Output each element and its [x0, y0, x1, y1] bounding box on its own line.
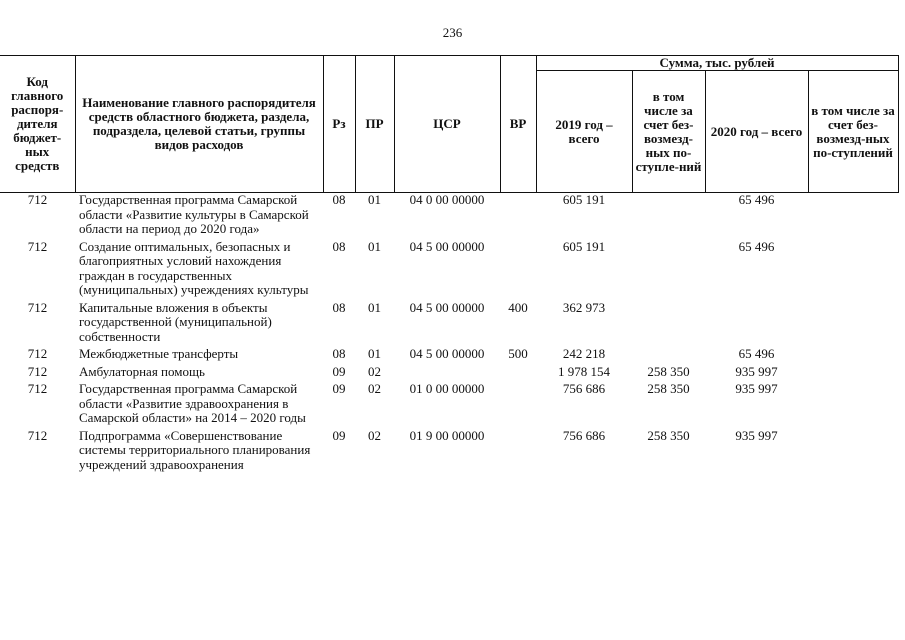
cell-pr: 02	[368, 427, 381, 443]
cell-2019-gratuitous: 258 350	[647, 381, 690, 396]
cell-vr	[500, 365, 536, 383]
cell-csr: 04 5 00 00000	[409, 238, 485, 254]
cell-2020-gratuitous	[808, 382, 898, 429]
cell-pr: 01	[368, 192, 381, 207]
cell-2020-gratuitous	[808, 193, 898, 240]
table-row	[0, 365, 898, 383]
cell-pr: 01	[368, 346, 381, 361]
cell-csr	[394, 365, 500, 383]
cell-pr: 01	[368, 299, 381, 315]
header-csr: ЦСР	[394, 56, 500, 193]
cell-2019-gratuitous	[632, 193, 705, 240]
table-row	[0, 193, 898, 240]
page-number: 236	[442, 25, 463, 40]
header-2019-total: 2019 год – всего	[536, 71, 632, 193]
cell-2020-total	[705, 301, 808, 348]
cell-rz: 09	[332, 381, 346, 396]
cell-rz: 09	[332, 363, 346, 379]
cell-rz: 08	[332, 192, 346, 207]
cell-name: Государственная программа Самарской области «Развитие здравоохранения в Самарской области» на 2014 – 2020 годы	[79, 381, 306, 425]
cell-2020-total: 65 496	[738, 238, 775, 254]
cell-vr	[500, 240, 536, 301]
table-row	[0, 240, 898, 301]
header-sum-group: Сумма, тыс. рублей	[536, 56, 898, 71]
table-row	[0, 429, 898, 476]
cell-2020-total: 65 496	[738, 192, 775, 207]
cell-csr: 04 5 00 00000	[409, 299, 485, 315]
cell-2019-total: 1 978 154	[558, 363, 610, 379]
table-header	[0, 56, 898, 193]
cell-rz: 09	[332, 427, 346, 443]
table-row	[0, 347, 898, 365]
cell-2019-total: 605 191	[562, 192, 606, 207]
cell-2020-gratuitous	[808, 347, 898, 365]
cell-vr	[500, 429, 536, 476]
cell-code: 712	[27, 427, 48, 443]
cell-2019-total: 756 686	[562, 427, 606, 443]
cell-name: Государственная программа Самарской области «Развитие культуры в Самарской области на период до 2020 года»	[79, 192, 309, 236]
table-body	[0, 193, 898, 476]
header-2020-gratuitous: в том числе за счет без-возмезд-ных по-ступлений	[808, 71, 898, 193]
table-row	[0, 301, 898, 348]
cell-vr: 500	[508, 346, 528, 361]
cell-csr: 01 0 00 00000	[409, 381, 485, 396]
cell-rz: 08	[332, 238, 346, 254]
header-rz: Рз	[323, 56, 355, 193]
cell-2019-gratuitous	[632, 301, 705, 348]
cell-vr: 400	[508, 299, 528, 315]
cell-rz: 08	[332, 299, 346, 315]
cell-name: Капитальные вложения в объекты государственной (муниципальной) собственности	[79, 299, 272, 344]
table-row	[0, 382, 898, 429]
cell-code: 712	[27, 192, 48, 207]
cell-2020-total: 65 496	[738, 346, 775, 361]
budget-table	[0, 55, 899, 475]
header-name: Наименование главного распорядителя средств областного бюджета, раздела, подраздела, целевой статьи, группы видов расходов	[75, 56, 323, 193]
cell-pr: 02	[368, 363, 381, 379]
header-2019-gratuitous: в том числе за счет без-возмезд-ных по-ступле-ний	[632, 71, 705, 193]
cell-code: 712	[27, 238, 48, 254]
cell-2019-gratuitous: 258 350	[647, 427, 690, 443]
cell-code: 712	[27, 363, 48, 379]
cell-2020-gratuitous	[808, 240, 898, 301]
cell-csr: 04 5 00 00000	[409, 346, 485, 361]
cell-2020-total: 935 997	[735, 363, 778, 379]
cell-2020-total: 935 997	[735, 427, 778, 443]
cell-vr	[500, 382, 536, 429]
cell-rz: 08	[332, 346, 346, 361]
cell-name: Амбулаторная помощь	[79, 363, 205, 379]
cell-pr: 02	[368, 381, 381, 396]
header-pr: ПР	[355, 56, 394, 193]
cell-code: 712	[27, 346, 48, 361]
cell-csr: 01 9 00 00000	[409, 427, 485, 443]
cell-2019-gratuitous	[632, 347, 705, 365]
cell-2020-gratuitous	[808, 429, 898, 476]
cell-pr: 01	[368, 238, 381, 254]
cell-2019-total: 362 973	[562, 299, 606, 315]
cell-name: Подпрограмма «Совершенствование системы территориального планирования учреждений здравоохранения	[79, 427, 311, 472]
cell-2019-gratuitous: 258 350	[647, 363, 690, 379]
cell-code: 712	[27, 381, 48, 396]
cell-csr: 04 0 00 00000	[409, 192, 485, 207]
cell-code: 712	[27, 299, 48, 315]
cell-2020-gratuitous	[808, 365, 898, 383]
header-vr: ВР	[500, 56, 536, 193]
cell-name: Межбюджетные трансферты	[79, 346, 239, 361]
cell-2019-gratuitous	[632, 240, 705, 301]
cell-2019-total: 756 686	[562, 381, 606, 396]
cell-2019-total: 242 218	[562, 346, 606, 361]
cell-2020-gratuitous	[808, 301, 898, 348]
header-2020-total: 2020 год – всего	[705, 71, 808, 193]
cell-name: Создание оптимальных, безопасных и благоприятных условий нахождения граждан в государственных (муниципальных) учреждениях культуры	[79, 238, 309, 297]
cell-vr	[500, 193, 536, 240]
cell-2019-total: 605 191	[562, 238, 606, 254]
cell-2020-total: 935 997	[735, 381, 778, 396]
header-code: Код главного распоря-дителя бюджет-ных средств	[0, 56, 75, 193]
